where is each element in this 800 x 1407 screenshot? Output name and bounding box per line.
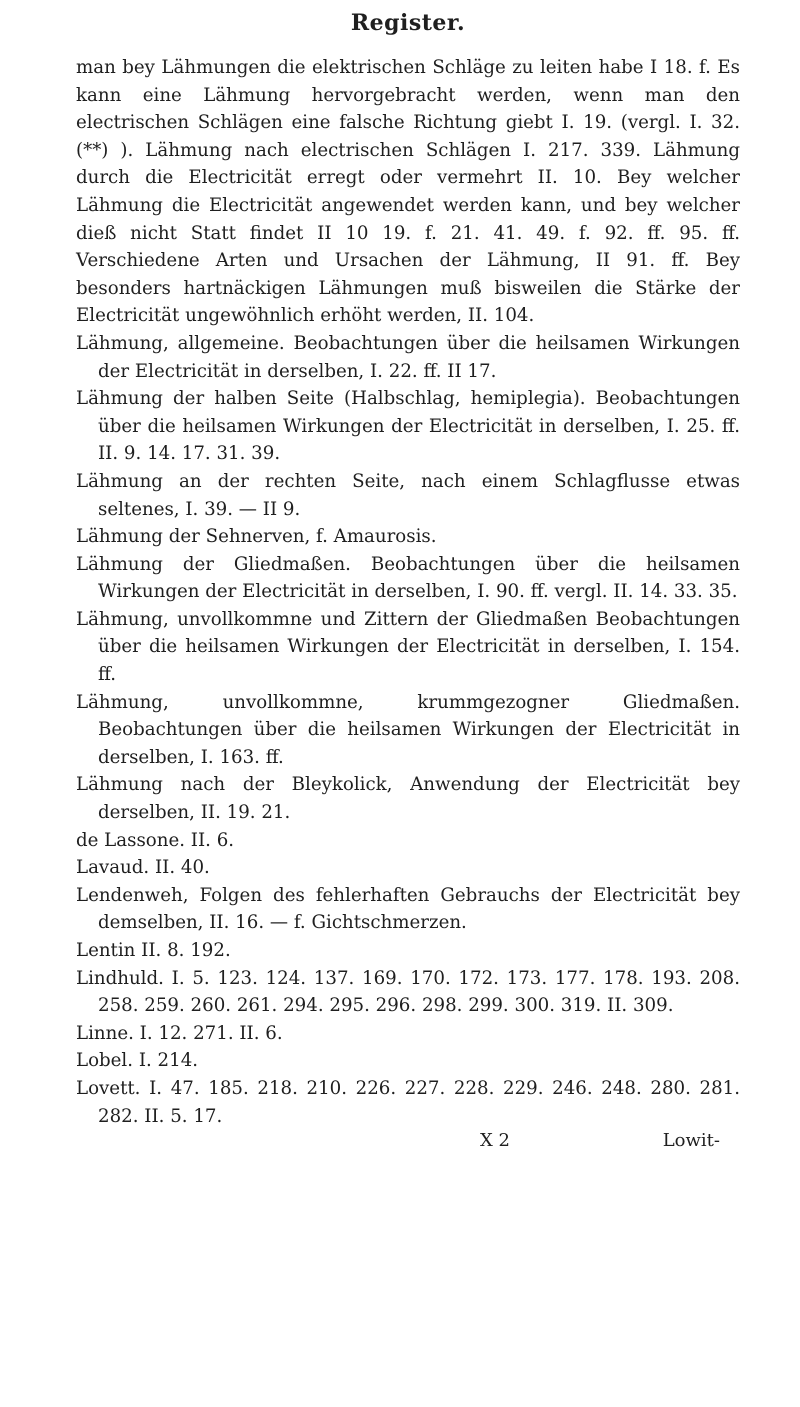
index-entry: Lendenweh, Folgen des fehlerhaften Gebrauchs der Electricität bey demselben, II. 16. — f. Gichtschmerzen. — [76, 884, 740, 934]
signature-mark: X 2 — [480, 1130, 510, 1152]
index-entry: Linne. I. 12. 271. II. 6. — [76, 1022, 283, 1044]
index-entry: Lähmung, allgemeine. Beobachtungen über die heilsamen Wirkungen der Electricität in derselben, I. 22. ff. II 17. — [76, 332, 740, 382]
index-entries — [76, 54, 740, 1130]
index-entry: Lavaud. II. 40. — [76, 857, 210, 879]
index-entry: Lähmung der Gliedmaßen. Beobachtungen über die heilsamen Wirkungen der Electricität in derselben, I. 90. ff. vergl. II. 14. 33. 35. — [76, 553, 740, 603]
index-entry: Lähmung, unvollkommne und Zittern der Gliedmaßen Beobachtungen über die heilsamen Wirkungen der Electricität in derselben, I. 154. ff. — [76, 608, 740, 686]
index-entry: Lähmung nach der Bleykolick, Anwendung der Electricität bey derselben, II. 19. 21. — [76, 774, 740, 824]
index-entry: Lobel. I. 214. — [76, 1050, 199, 1072]
index-entry: Lähmung der Sehnerven, f. Amaurosis. — [76, 526, 437, 548]
index-entry: Lähmung an der rechten Seite, nach einem Schlagflusse etwas seltenes, I. 39. — II 9. — [76, 470, 740, 520]
index-entry: Lindhuld. I. 5. 123. 124. 137. 169. 170. 172. 173. 177. 178. 193. 208. 258. 259. 260. 261. 294. 295. 296. 298. 299. 300. 319. II. 309. — [76, 967, 740, 1017]
running-head: Register. — [350, 10, 466, 36]
index-entry: man bey Lähmungen die elektrischen Schläge zu leiten habe I 18. f. Es kann eine Lähmung hervorgebracht werden, wenn man den electrischen Schlägen eine falsche Richtung giebt I. 19. (vergl. I. 32. (**) ). Lähmung nach electrischen Schlägen I. 217. 339. Lähmung durch die Electricität erregt oder vermehrt II. 10. Bey welcher Lähmung die Electricität angewendet werden kann, und bey welcher dieß nicht Statt findet II 10 19. f. 21. 41. 49. f. 92. ff. 95. ff. Verschiedene Arten und Ursachen der Lähmung, II 91. ff. Bey besonders hartnäckigen Lähmungen muß bisweilen die Stärke der Electricität ungewöhnlich erhöht werden, II. 104. — [76, 57, 740, 327]
index-entry: Lähmung, unvollkommne, krummgezogner Gliedmaßen. Beobachtungen über die heilsamen Wirkungen der Electricität in derselben, I. 163. ff. — [76, 691, 740, 768]
index-entry: de Lassone. II. 6. — [76, 829, 235, 851]
index-entry: Lentin II. 8. 192. — [76, 940, 231, 961]
index-entry: Lovett. I. 47. 185. 218. 210. 226. 227. 228. 229. 246. 248. 280. 281. 282. II. 5. 17. — [76, 1077, 740, 1127]
page-footer — [76, 1130, 740, 1158]
catchword: Lowit- — [662, 1130, 720, 1152]
index-entry: Lähmung der halben Seite (Halbschlag, hemiplegia). Beobachtungen über die heilsamen Wirkungen der Electricität in derselben, I. 25. ff. II. 9. 14. 17. 31. 39. — [76, 388, 740, 465]
